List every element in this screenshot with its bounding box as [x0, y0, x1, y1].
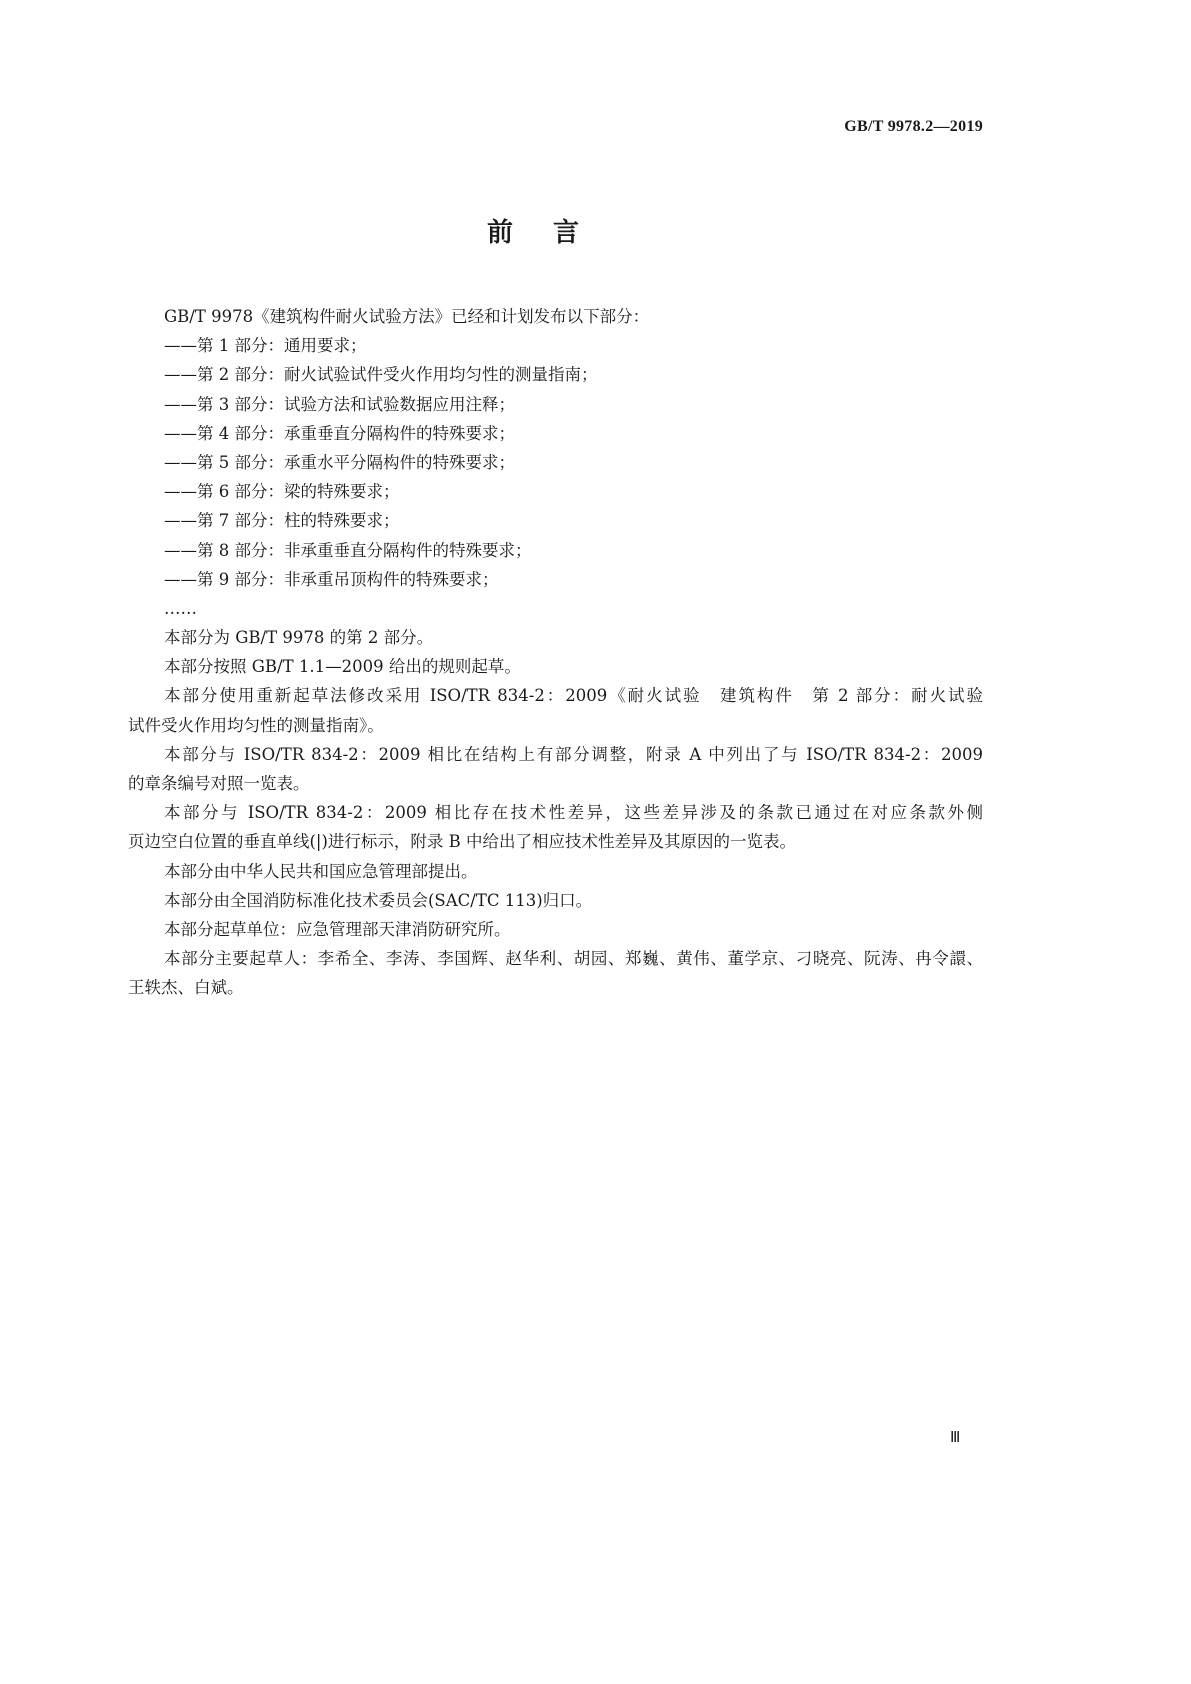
paragraph: 本部分起草单位：应急管理部天津消防研究所。	[164, 919, 511, 939]
paragraph-continuation: 页边空白位置的垂直单线(|)进行标示，附录 B 中给出了相应技术性差异及其原因的一览表。	[128, 832, 797, 852]
paragraph-continuation: 王轶杰、白斌。	[128, 978, 244, 998]
part-list-item: ——第 1 部分：通用要求；	[164, 336, 367, 356]
paragraph: 本部分按照 GB/T 1.1—2009 给出的规则起草。	[164, 657, 521, 677]
paragraph: 本部分与 ISO/TR 834-2：2009 相比存在技术性差异，这些差异涉及的条款已通过在对应条款外侧	[164, 803, 983, 823]
page-number: Ⅲ	[950, 1430, 961, 1446]
part-list-item: ——第 8 部分：非承重垂直分隔构件的特殊要求；	[164, 540, 532, 560]
paragraph: 本部分由中华人民共和国应急管理部提出。	[164, 861, 478, 881]
part-list-item: ……	[164, 598, 197, 618]
paragraph: 本部分由全国消防标准化技术委员会(SAC/TC 113)归口。	[164, 890, 593, 910]
paragraph: 本部分与 ISO/TR 834-2：2009 相比在结构上有部分调整，附录 A 中列出了与 ISO/TR 834-2：2009	[164, 744, 983, 764]
standard-number: GB/T 9978.2—2019	[844, 118, 983, 135]
part-list-item: ——第 6 部分：梁的特殊要求；	[164, 482, 400, 502]
intro-paragraph: GB/T 9978《建筑构件耐火试验方法》已经和计划发布以下部分：	[164, 307, 650, 326]
part-list-item: ——第 3 部分：试验方法和试验数据应用注释；	[164, 394, 515, 414]
paragraph-continuation: 试件受火作用均匀性的测量指南》。	[128, 715, 384, 735]
paragraph: 本部分使用重新起草法修改采用 ISO/TR 834-2：2009《耐火试验 建筑构件 第 2 部分：耐火试验	[164, 686, 983, 706]
part-list-item: ——第 9 部分：非承重吊顶构件的特殊要求；	[164, 569, 499, 589]
paragraph: 本部分主要起草人：李希全、李涛、李国辉、赵华利、胡园、郑巍、黄伟、董学京、刁晓亮、阮涛、冉令譞、	[164, 949, 983, 969]
page-title: 前言	[486, 218, 619, 248]
part-list-item: ——第 2 部分：耐火试验试件受火作用均匀性的测量指南；	[164, 365, 598, 385]
document-body	[128, 302, 983, 1003]
part-list-item: ——第 5 部分：承重水平分隔构件的特殊要求；	[164, 452, 515, 472]
paragraph: 本部分为 GB/T 9978 的第 2 部分。	[164, 628, 434, 648]
paragraph-continuation: 的章条编号对照一览表。	[128, 774, 310, 793]
part-list-item: ——第 7 部分：柱的特殊要求；	[164, 511, 400, 531]
part-list-item: ——第 4 部分：承重垂直分隔构件的特殊要求；	[164, 423, 515, 443]
